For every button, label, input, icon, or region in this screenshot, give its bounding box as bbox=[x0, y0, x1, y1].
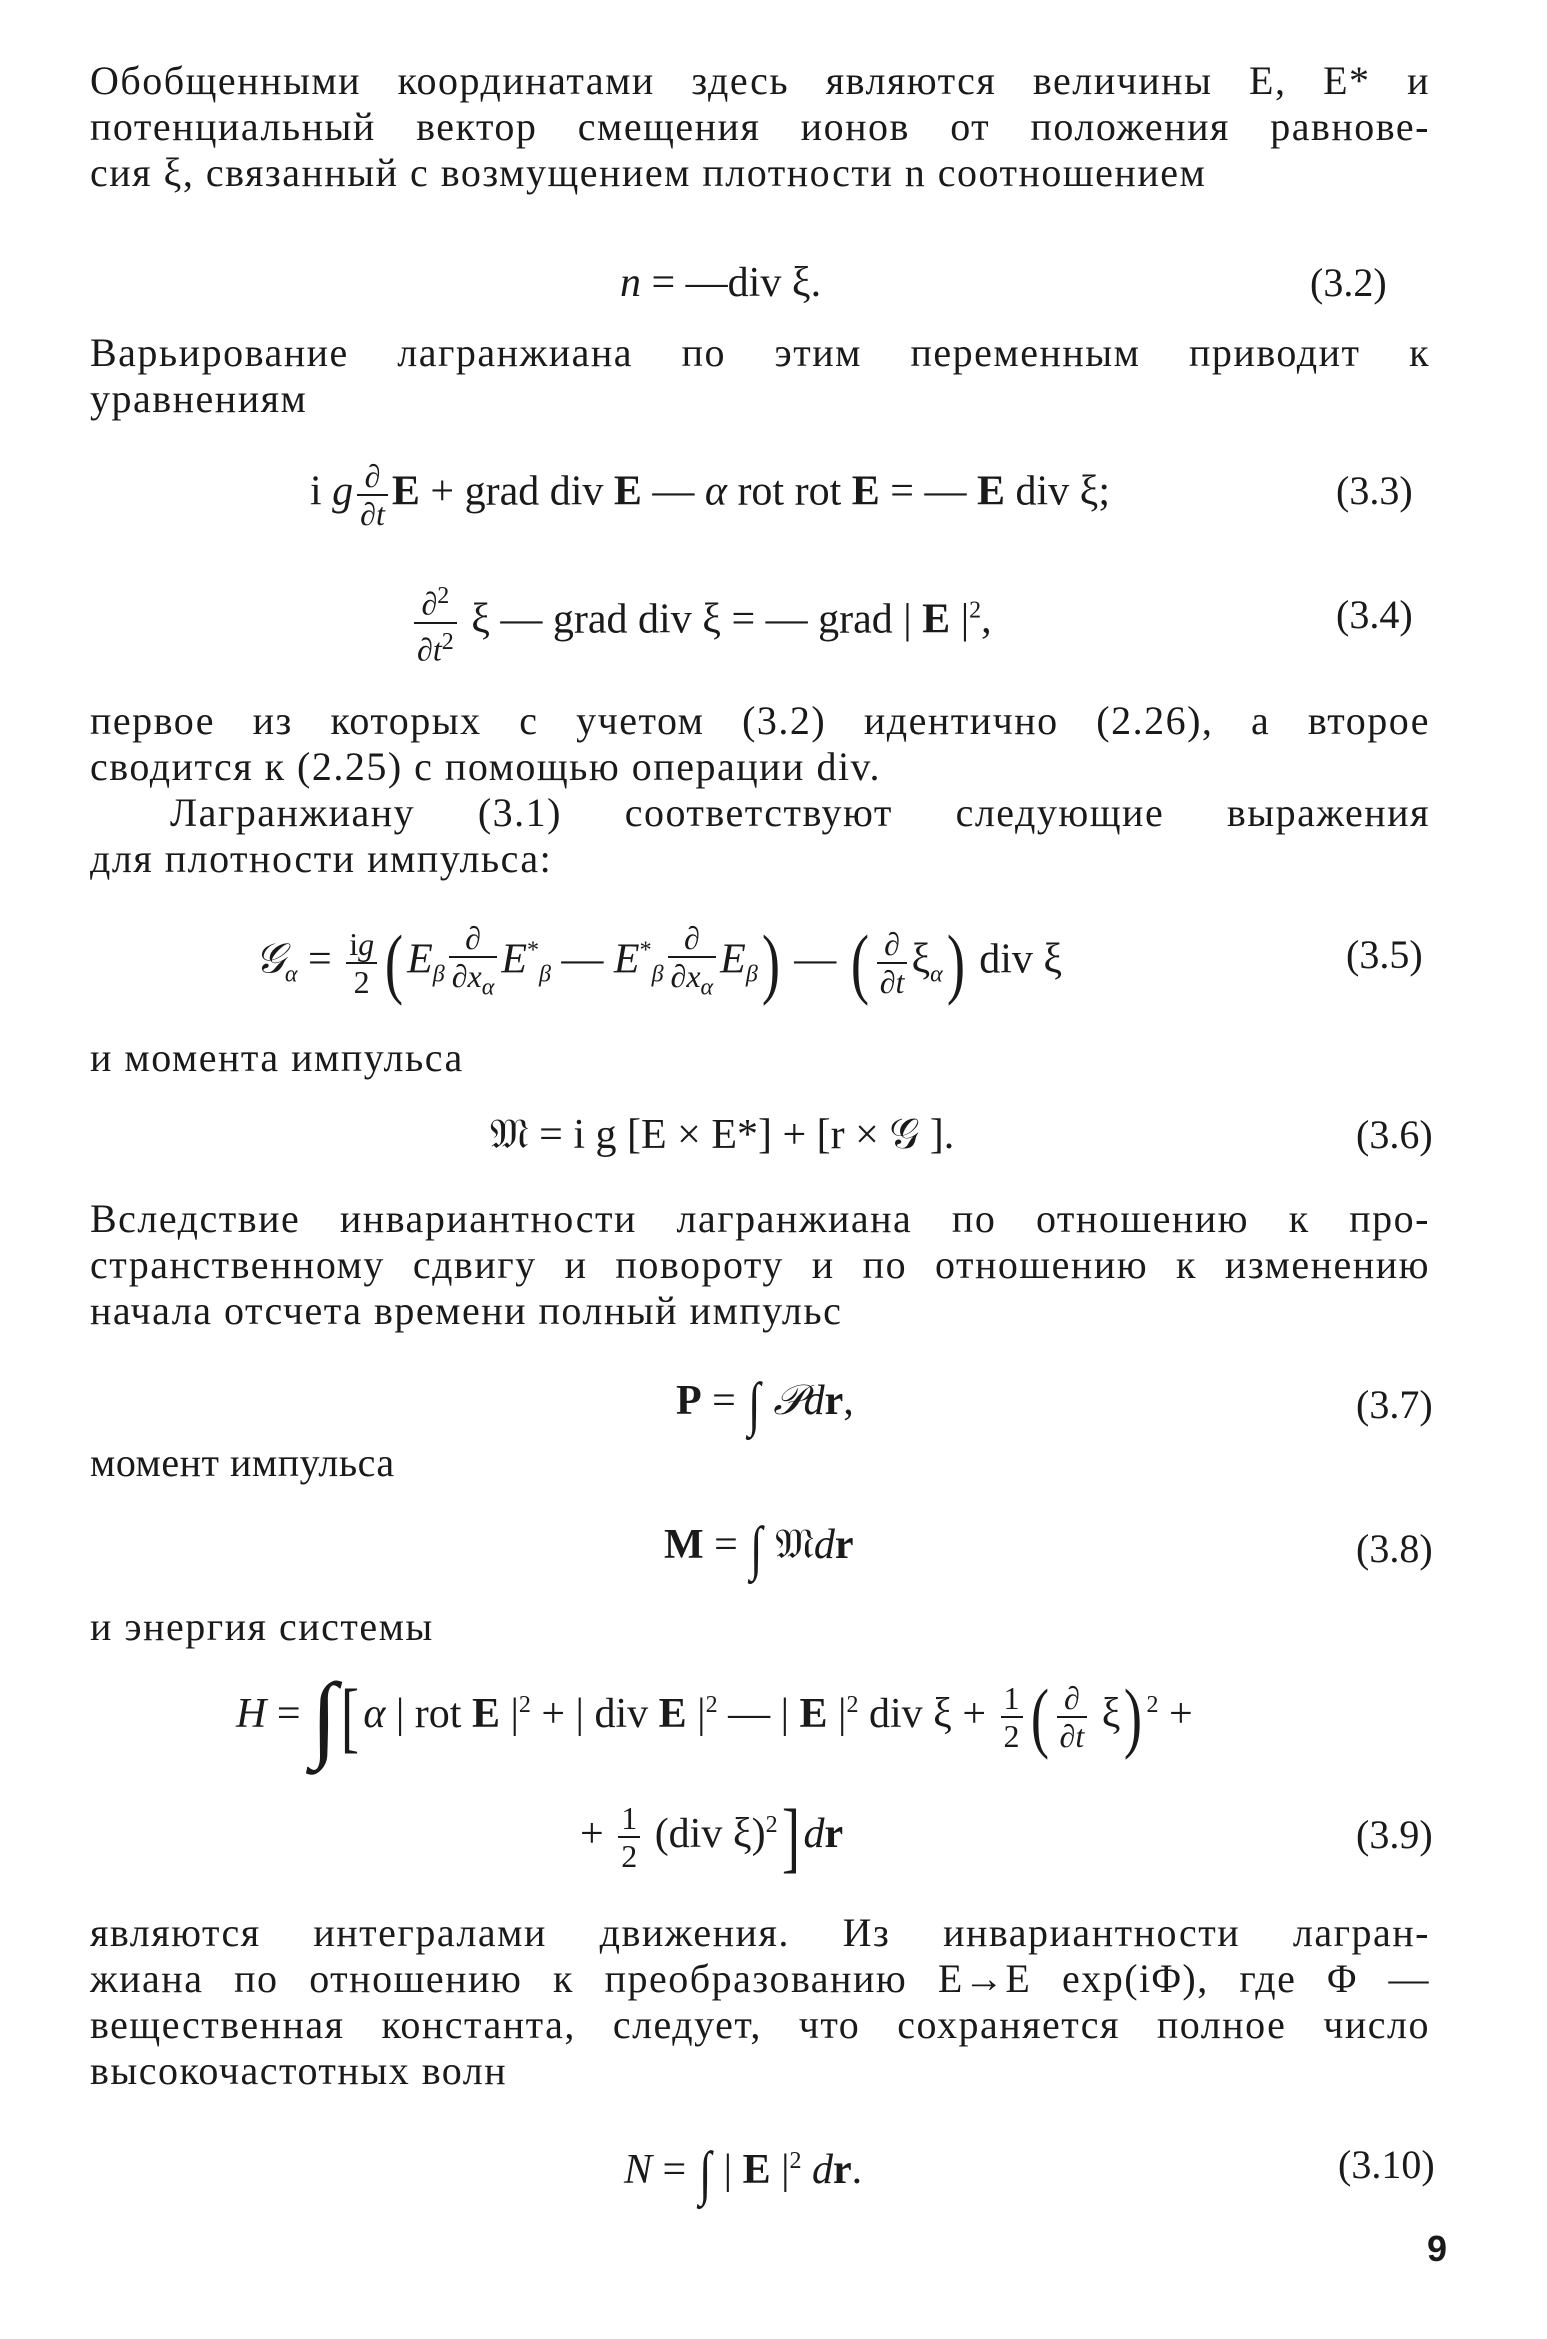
text-line: и момента импульса bbox=[90, 1035, 464, 1080]
paragraph-moment bbox=[90, 1440, 1430, 1486]
equation-number: (3.4) bbox=[1336, 592, 1413, 637]
paragraph-first-of-which bbox=[90, 698, 1430, 790]
page-number: 9 bbox=[1426, 2228, 1447, 2269]
text-line: Вследствие инвариантности лагранжиана по отношению к про- bbox=[90, 1196, 1430, 1241]
equation-3-10: N = ∫ | E $|^2$ dr. bbox=[624, 2140, 863, 2207]
equation-number: (3.2) bbox=[1310, 260, 1387, 305]
equation-3-6: 𝔐 = i g [E × E*] + [r × 𝒢 ]. bbox=[490, 1112, 955, 1158]
text-line: начала отсчета времени полный импульс bbox=[90, 1288, 843, 1333]
paragraph-variation bbox=[90, 330, 1430, 422]
paragraph-invariance bbox=[90, 1196, 1430, 1334]
equation-3-3: i g $\frac{\partial}{\partial t}$ E + grad div E — α rot rot E = — E div ξ; bbox=[310, 458, 1111, 532]
equation-3-4: $\frac{\partial^2}{\partial t^2}$ ξ — grad div ξ = — grad | E $|^2$, bbox=[410, 578, 992, 667]
equation-3-8: M = ∫ 𝔐dr bbox=[664, 1515, 854, 1582]
equation-number: (3.10) bbox=[1338, 2142, 1435, 2187]
equation-3-9-line1: H = ∫[α | rot E $|^2$ + | div E $|^2$ — | E $|^2$ div ξ + $\frac{1}{2}$ ( $\frac{\partial}{\partial t}$ ξ) $^2$ + bbox=[236, 1663, 1193, 1771]
equation-3-7: P = ∫ 𝒫dr, bbox=[676, 1371, 854, 1438]
text-line: для плотности импульса: bbox=[90, 836, 553, 881]
text-line: вещественная константа, следует, что сохраняется полное число bbox=[90, 2002, 1430, 2047]
equation-number: (3.5) bbox=[1346, 932, 1423, 977]
text-line: сводится к (2.25) с помощью операции div. bbox=[90, 744, 881, 789]
text-line: уравнениям bbox=[90, 376, 308, 421]
paragraph-generalized-coordinates bbox=[90, 58, 1430, 196]
equation-3-9-line2: + $\frac{1}{2}$ (div ξ)$^2$]dr bbox=[580, 1793, 844, 1881]
text-line: высокочастотных волн bbox=[90, 2048, 508, 2093]
paragraph-angular-momentum bbox=[90, 1035, 1430, 1081]
text-line: потенциальный вектор смещения ионов от положения равнове- bbox=[90, 104, 1430, 149]
text-line: сия ξ, связанный с возмущением плотности n соотношением bbox=[90, 150, 1207, 195]
text-line: Лагранжиану (3.1) соответствуют следующие выражения bbox=[170, 790, 1430, 835]
text-line: первое из которых с учетом (3.2) идентично (2.26), а второе bbox=[90, 698, 1430, 743]
paragraph-integrals-of-motion bbox=[90, 1910, 1430, 2094]
equation-number: (3.7) bbox=[1356, 1382, 1433, 1427]
text-line: момент импульса bbox=[90, 1440, 395, 1485]
equation-3-2: n = —div ξ. bbox=[620, 260, 822, 306]
text-line: и энергия системы bbox=[90, 1604, 434, 1649]
text-line: жиана по отношению к преобразованию E→E exp(iΦ), где Φ — bbox=[90, 1956, 1430, 2001]
equation-number: (3.6) bbox=[1356, 1112, 1433, 1157]
text-line: странственному сдвигу и повороту и по отношению к изменению bbox=[90, 1242, 1430, 1287]
paragraph-energy bbox=[90, 1604, 1430, 1650]
equation-3-5: 𝒢$_\alpha$ = $\frac{ig}{2}$ ($E_\beta$ $\frac{\partial}{\partial x_\alpha}$ $E^*_\beta$ — $E^*_\beta$ $\frac{\partial}{\partial x_\alpha}$ $E_\beta$) — ( $\frac{\partial}{\partial t}$ $\xi_\alpha$) div ξ bbox=[255, 918, 1063, 1006]
equation-number: (3.3) bbox=[1336, 468, 1413, 513]
equation-number: (3.8) bbox=[1356, 1526, 1433, 1571]
paragraph-lagrangian-momentum bbox=[90, 790, 1430, 882]
equation-number: (3.9) bbox=[1356, 1812, 1433, 1857]
text-line: Обобщенными координатами здесь являются величины E, E* и bbox=[90, 58, 1430, 103]
text-line: являются интегралами движения. Из инвариантности лагран- bbox=[90, 1910, 1430, 1955]
text-line: Варьирование лагранжиана по этим переменным приводит к bbox=[90, 330, 1430, 375]
